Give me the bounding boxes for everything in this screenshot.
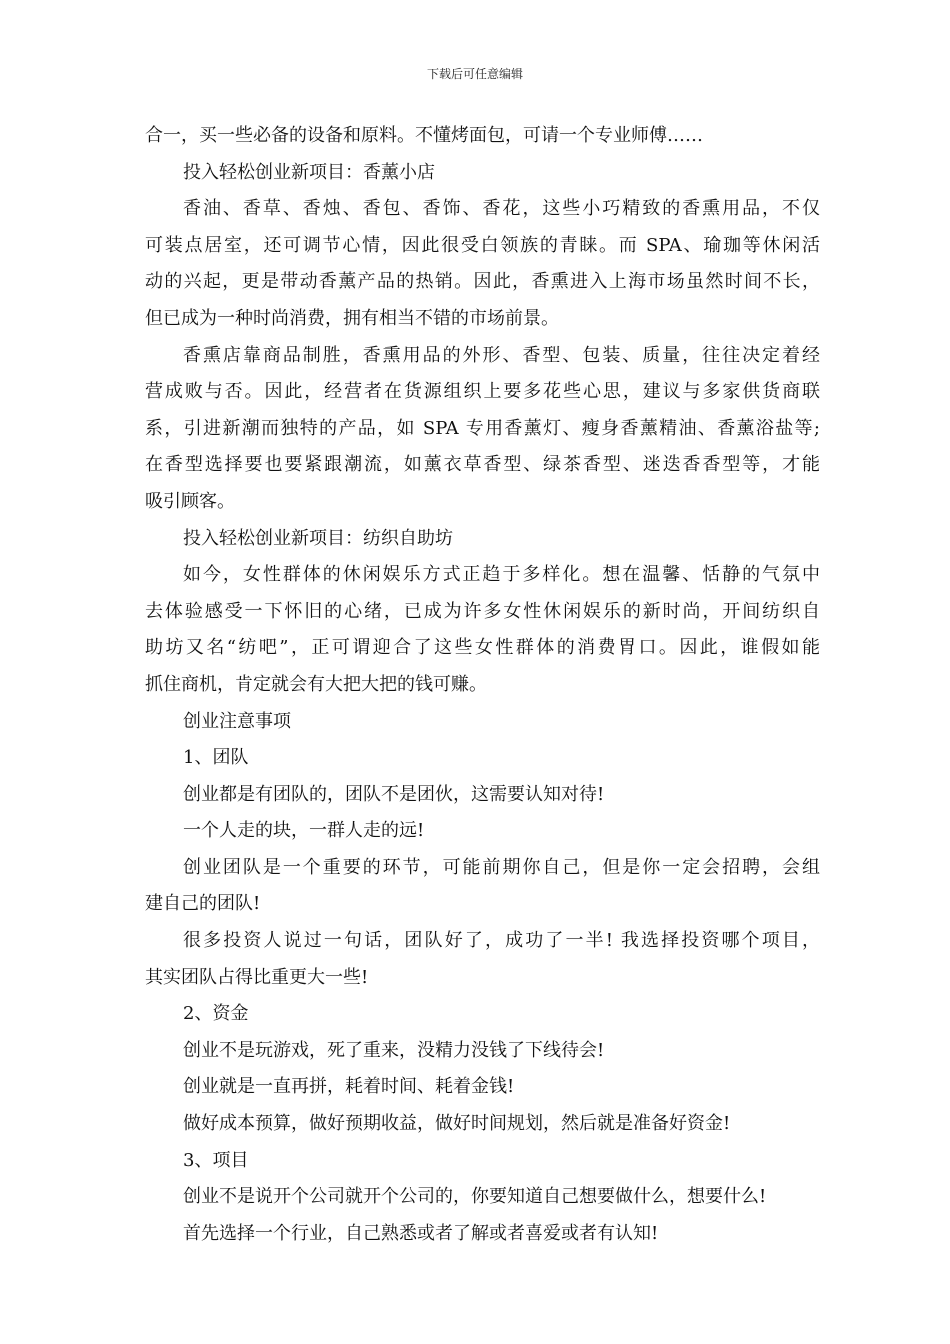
text-line: 吸引顾客。: [145, 490, 235, 512]
text-line: 但已成为一种时尚消费，拥有相当不错的市场前景。: [145, 307, 559, 329]
text-line: 建自己的团队!: [145, 893, 261, 915]
text-line: 营成败与否。因此，经营者在货源组织上要多花些心思，建议与多家供货商联: [145, 381, 820, 403]
subsection-heading: 1、团队: [183, 747, 249, 769]
text-line: 可装点居室，还可调节心情，因此很受白领族的青睐。而 SPA、瑜珈等休闲活: [145, 234, 820, 256]
text-line: 在香型选择要也要紧跟潮流，如薰衣草香型、绿茶香型、迷迭香香型等，才能: [145, 454, 820, 476]
text-line: 助坊又名“纺吧”，正可谓迎合了这些女性群体的消费胃口。因此，谁假如能: [145, 637, 820, 659]
text-line: 去体验感受一下怀旧的心绪，已成为许多女性休闲娱乐的新时尚，开间纺织自: [145, 600, 820, 622]
section-heading: 投入轻松创业新项目：香薰小店: [183, 161, 435, 183]
text-line: 创业团队是一个重要的环节，可能前期你自己，但是你一定会招聘，会组: [183, 856, 820, 878]
section-heading: 创业注意事项: [183, 710, 291, 732]
text-line: 创业都是有团队的，团队不是团伙，这需要认知对待!: [183, 783, 605, 805]
text-line: 动的兴起，更是带动香薰产品的热销。因此，香熏进入上海市场虽然时间不长，: [145, 271, 820, 293]
document-body: [145, 118, 820, 1252]
text-line: 香熏店靠商品制胜，香熏用品的外形、香型、包装、质量，往往决定着经: [183, 344, 820, 366]
text-line: 做好成本预算，做好预期收益，做好时间规划，然后就是准备好资金!: [183, 1113, 731, 1135]
text-line: 创业不是玩游戏，死了重来，没精力没钱了下线待会!: [183, 1039, 605, 1061]
subsection-heading: 3、项目: [183, 1149, 249, 1171]
text-line: 创业就是一直再拼，耗着时间、耗着金钱!: [183, 1076, 515, 1098]
page-header: 下载后可任意编辑: [426, 67, 523, 81]
text-line: 抓住商机，肯定就会有大把大把的钱可赚。: [145, 673, 487, 695]
subsection-heading: 2、资金: [183, 1003, 249, 1025]
text-line: 首先选择一个行业，自己熟悉或者了解或者喜爱或者有认知!: [183, 1222, 659, 1244]
text-line: 其实团队占得比重更大一些!: [145, 966, 369, 988]
text-line: 系，引进新潮而独特的产品，如 SPA 专用香薰灯、瘦身香薰精油、香薰浴盐等;: [145, 417, 820, 439]
text-line: 很多投资人说过一句话，团队好了，成功了一半! 我选择投资哪个项目，: [183, 930, 820, 952]
text-line: 香油、香草、香烛、香包、香饰、香花，这些小巧精致的香熏用品，不仅: [183, 198, 820, 220]
text-line: 合一，买一些必备的设备和原料。不懂烤面包，可请一个专业师傅……: [145, 125, 703, 146]
section-heading: 投入轻松创业新项目：纺织自助坊: [183, 527, 453, 549]
text-line: 如今，女性群体的休闲娱乐方式正趋于多样化。想在温馨、恬静的气氛中: [183, 564, 820, 586]
text-line: 一个人走的块，一群人走的远!: [183, 820, 425, 842]
text-line: 创业不是说开个公司就开个公司的，你要知道自己想要做什么，想要什么!: [183, 1186, 767, 1208]
